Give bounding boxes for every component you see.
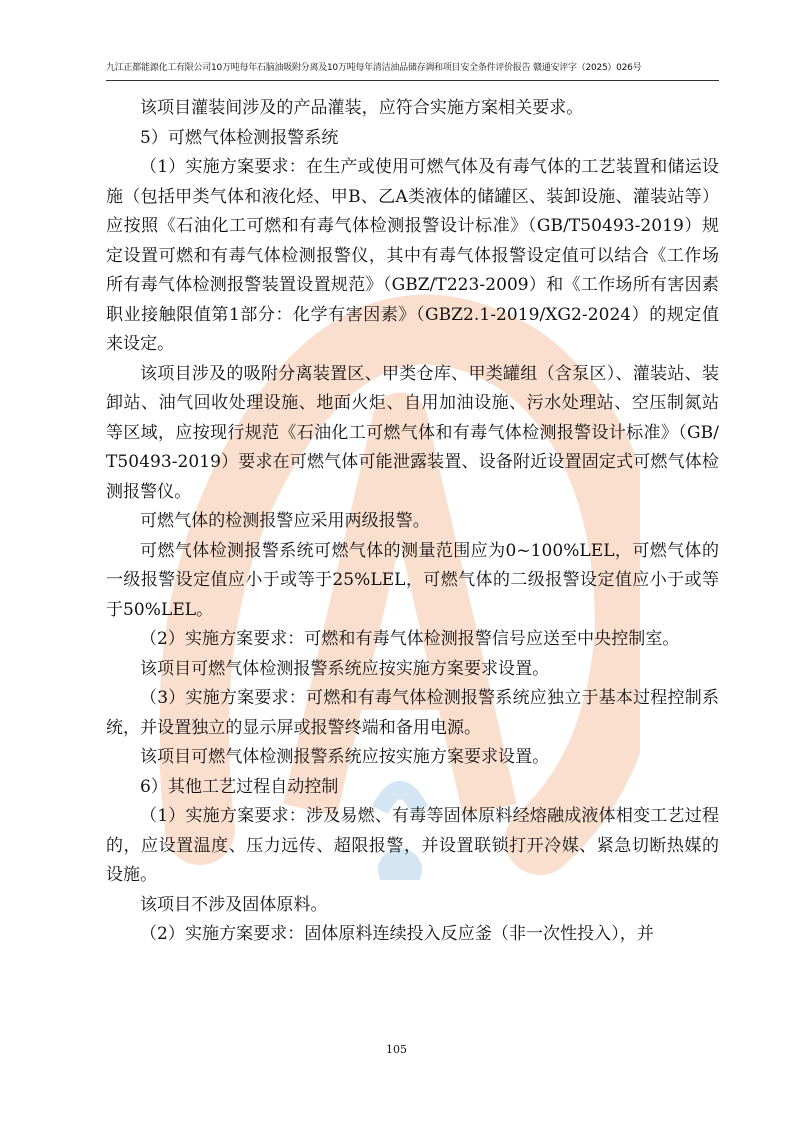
page-number: 105 [386, 1043, 407, 1056]
paragraph: （2）实施方案要求：可燃和有毒气体检测报警信号应送至中央控制室。 [140, 629, 680, 649]
paragraph: （1）实施方案要求：在生产或使用可燃气体及有毒气体的工艺装置和储运设施（包括甲类气体和液化烃、甲B、乙A类液体的储罐区、装卸设施、灌装站等）应按照《石油化工可燃和有毒气体检测报警设计标准》（GB/T50493-2019）规定设置可燃和有毒气体检测报警仪，其中有毒气体报警设定值可以结合《工作场所有毒气体检测报警装置设置规范》（GBZ/T223-2009）和《工作场所有害因素职业接触限值第1部分：化学有害因素》（GBZ2.1-2019/XG2-2024）的规定值来设定。 [106, 157, 719, 354]
section-heading: 6）其他工艺过程自动控制 [140, 776, 339, 797]
section-heading: 5）可燃气体检测报警系统 [140, 127, 339, 148]
paragraph: 该项目不涉及固体原料。 [140, 894, 328, 915]
header-divider [106, 80, 719, 81]
paragraph: 该项目灌装间涉及的产品灌装，应符合实施方案相关要求。 [140, 98, 584, 118]
paragraph: （3）实施方案要求：可燃和有毒气体检测报警系统应独立于基本过程控制系统，并设置独立的显示屏或报警终端和备用电源。 [106, 688, 719, 738]
paragraph: 该项目涉及的吸附分离装置区、甲类仓库、甲类罐组（含泵区）、灌装站、装卸站、油气回收处理设施、地面火炬、自用加油设施、污水处理站、空压制氮站等区域，应按现行规范《石油化工可燃气体和有毒气体检测报警设计标准》（GB/T50493-2019）要求在可燃气体可能泄露装置、设备附近设置固定式可燃气体检测报警仪。 [106, 363, 719, 502]
paragraph: 该项目可燃气体检测报警系统应按实施方案要求设置。 [140, 747, 550, 767]
report-header: 九江正都能源化工有限公司10万吨每年石脑油吸附分离及10万吨每年清洁油品储存调和项目安全条件评价报告 赣通安评字（2025）026号 [106, 63, 642, 73]
paragraph: （1）实施方案要求：涉及易燃、有毒等固体原料经熔融成液体相变工艺过程的，应设置温度、压力远传、超限报警，并设置联锁打开冷媒、紧急切断热媒的设施。 [106, 806, 719, 885]
paragraph: 可燃气体的检测报警应采用两级报警。 [140, 511, 430, 531]
document-body [106, 94, 719, 950]
paragraph: （2）实施方案要求：固体原料连续投入反应釜（非一次性投入），并 [140, 924, 654, 944]
paragraph: 可燃气体检测报警系统可燃气体的测量范围应为0~100%LEL，可燃气体的一级报警设定值应小于或等于25%LEL，可燃气体的二级报警设定值应小于或等于50%LEL。 [106, 540, 719, 620]
paragraph: 该项目可燃气体检测报警系统应按实施方案要求设置。 [140, 658, 550, 679]
